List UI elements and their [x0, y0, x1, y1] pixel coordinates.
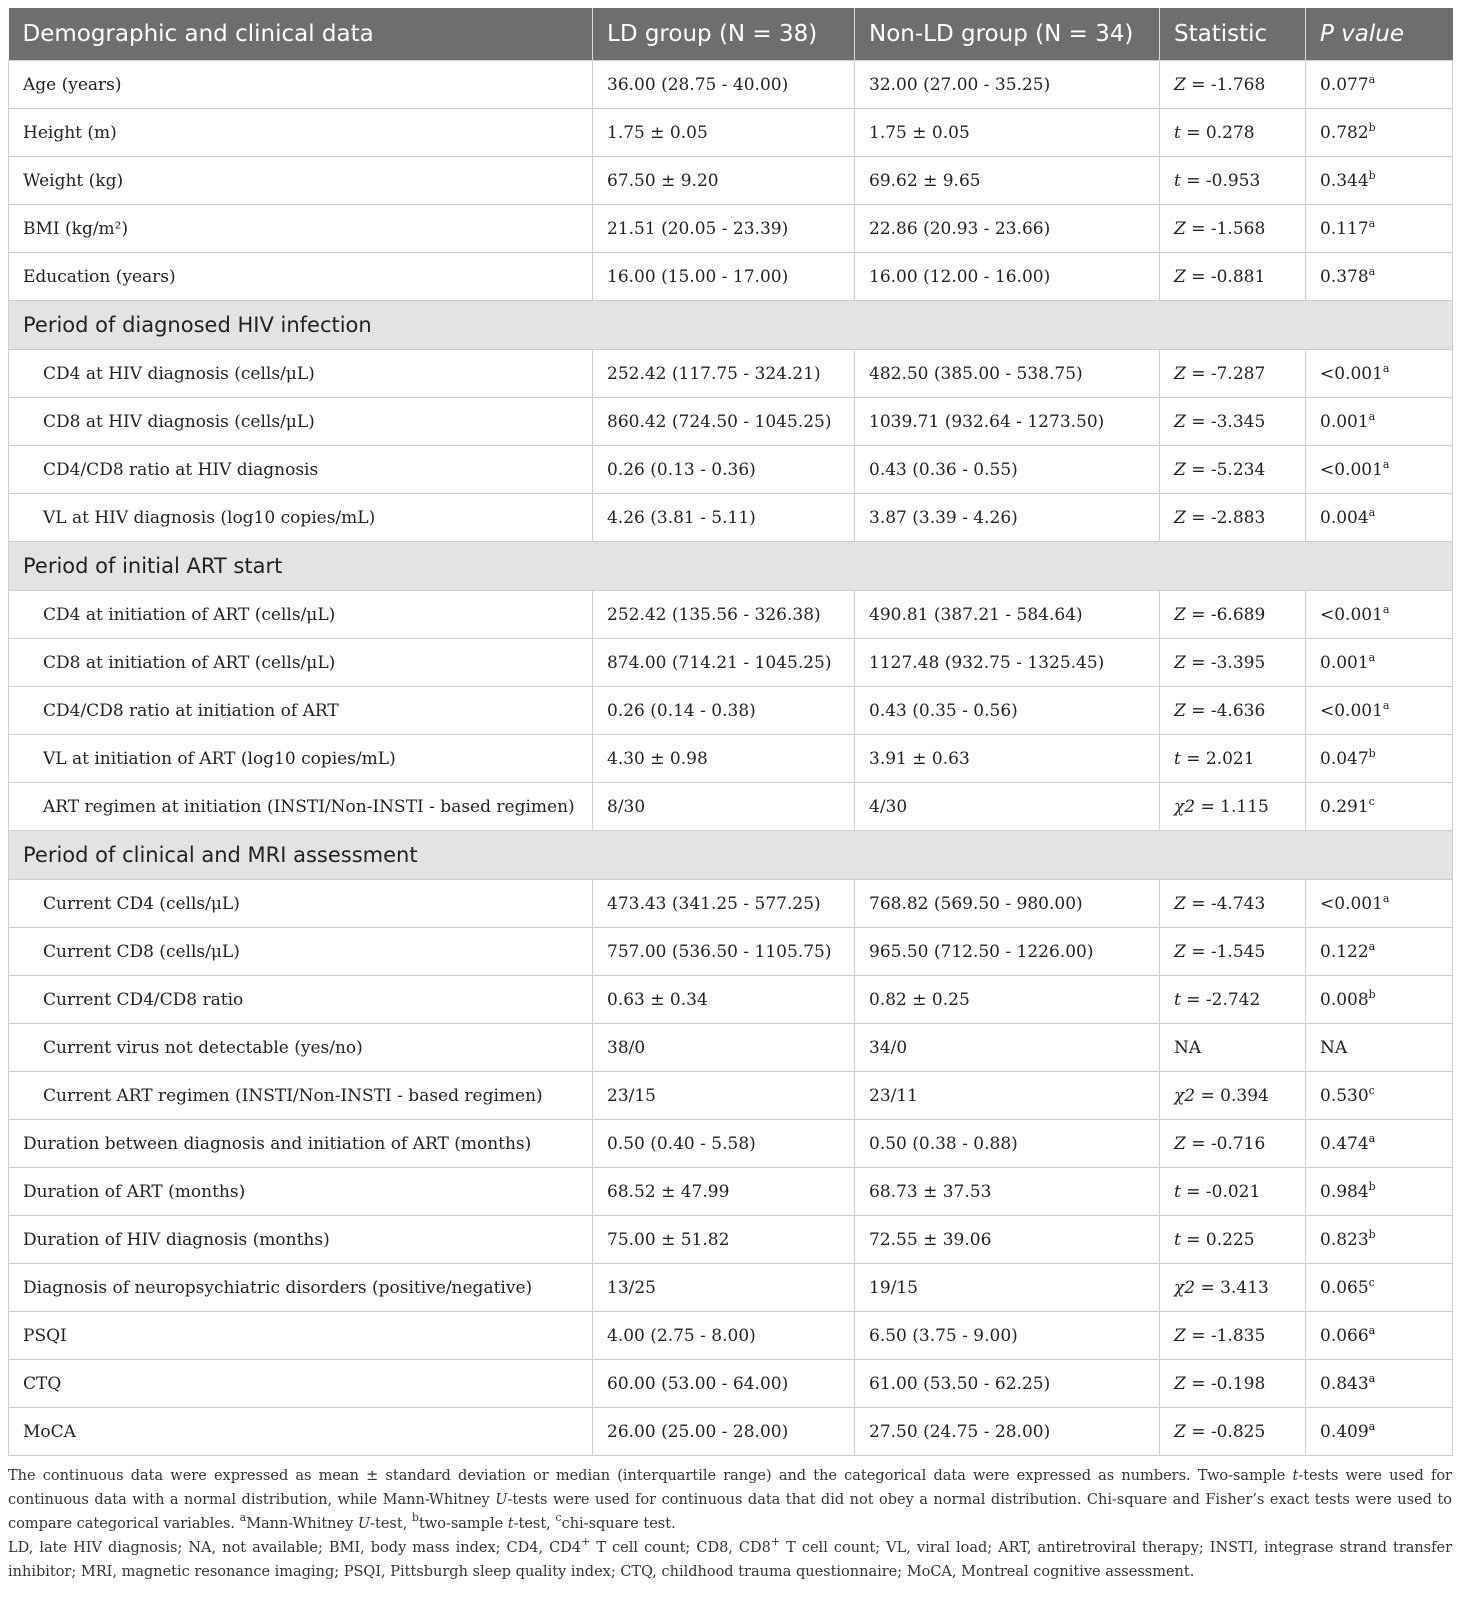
table-body [9, 61, 1453, 1456]
p-value-number: 0.823 [1320, 1229, 1369, 1250]
p-value [1306, 398, 1453, 446]
statistic-value [1160, 687, 1306, 735]
table-row [9, 639, 1453, 687]
section-header-row [9, 831, 1453, 880]
row-label: Current CD8 (cells/μL) [9, 928, 593, 976]
non-ld-group-value: 4/30 [855, 783, 1160, 831]
footnote-methods: The continuous data were expressed as mean ± standard deviation or median (interquartile range) and the categorical data were expressed as numbers. Two-sample t-tests were used for continuous data with a normal distribution, while Mann-Whitney U-tests were used for continuous data that did not obey a normal distribution. Chi-square and Fisher’s exact tests were used to compare categorical variables. $^a$Mann-Whitney U-test, $^b$two-sample t-test, $^c$chi-square test. [8, 1468, 1452, 1532]
p-value-number: 0.117 [1320, 218, 1369, 239]
statistic-value [1160, 61, 1306, 109]
statistic-symbol: Z [1174, 941, 1186, 962]
p-value [1306, 880, 1453, 928]
row-label: Current CD4/CD8 ratio [9, 976, 593, 1024]
statistic-symbol: Z [1174, 1373, 1186, 1394]
statistic-number: = -2.883 [1185, 507, 1266, 528]
table-row [9, 398, 1453, 446]
ld-group-value: 36.00 (28.75 - 40.00) [593, 61, 855, 109]
p-value-number: 0.409 [1320, 1421, 1369, 1442]
p-value-number: <0.001 [1320, 893, 1383, 914]
statistic-number: = -0.881 [1185, 266, 1266, 287]
p-value-number: 0.474 [1320, 1133, 1369, 1154]
p-value [1306, 1360, 1453, 1408]
statistic-number: = -1.768 [1185, 74, 1266, 95]
statistic-number: = -0.021 [1180, 1181, 1261, 1202]
ld-group-value: 67.50 ± 9.20 [593, 157, 855, 205]
statistic-value [1160, 1072, 1306, 1120]
p-value-number: 0.047 [1320, 748, 1369, 769]
p-value-test-marker: b [1368, 987, 1376, 1001]
data-table [8, 8, 1453, 1456]
statistic-number: = -1.568 [1185, 218, 1266, 239]
p-value [1306, 1312, 1453, 1360]
statistic-number: = -1.545 [1185, 941, 1266, 962]
statistic-number: = 1.115 [1195, 796, 1269, 817]
p-value-number: 0.378 [1320, 266, 1369, 287]
p-value [1306, 928, 1453, 976]
table-container [8, 8, 1452, 1584]
p-value-test-marker: a [1368, 216, 1376, 230]
statistic-number: NA [1174, 1037, 1202, 1058]
ld-group-value: 68.52 ± 47.99 [593, 1168, 855, 1216]
table-row [9, 494, 1453, 542]
row-label: VL at HIV diagnosis (log10 copies/mL) [9, 494, 593, 542]
p-value-number: 0.066 [1320, 1325, 1369, 1346]
non-ld-group-value: 1127.48 (932.75 - 1325.45) [855, 639, 1160, 687]
statistic-symbol: Z [1174, 652, 1186, 673]
non-ld-group-value: 482.50 (385.00 - 538.75) [855, 350, 1160, 398]
p-value [1306, 783, 1453, 831]
statistic-number: = 0.394 [1195, 1085, 1269, 1106]
statistic-symbol: t [1174, 170, 1181, 191]
p-value-test-marker: b [1368, 1227, 1376, 1241]
ld-group-value: 13/25 [593, 1264, 855, 1312]
p-value-number: 0.001 [1320, 652, 1369, 673]
p-value [1306, 494, 1453, 542]
table-row [9, 783, 1453, 831]
table-row [9, 591, 1453, 639]
section-header-row [9, 301, 1453, 350]
ld-group-value: 874.00 (714.21 - 1045.25) [593, 639, 855, 687]
statistic-number: = -0.716 [1185, 1133, 1266, 1154]
non-ld-group-value: 3.91 ± 0.63 [855, 735, 1160, 783]
ld-group-value: 0.63 ± 0.34 [593, 976, 855, 1024]
row-label: CD4/CD8 ratio at HIV diagnosis [9, 446, 593, 494]
p-value-number: <0.001 [1320, 459, 1383, 480]
p-value-number: <0.001 [1320, 700, 1383, 721]
row-label: PSQI [9, 1312, 593, 1360]
statistic-symbol: Z [1174, 266, 1186, 287]
statistic-value [1160, 109, 1306, 157]
p-value-number: 0.001 [1320, 411, 1369, 432]
statistic-number: = 0.225 [1180, 1229, 1255, 1250]
non-ld-group-value: 0.43 (0.35 - 0.56) [855, 687, 1160, 735]
p-value [1306, 639, 1453, 687]
ld-group-value: 60.00 (53.00 - 64.00) [593, 1360, 855, 1408]
p-value [1306, 1216, 1453, 1264]
statistic-symbol: Z [1174, 459, 1186, 480]
non-ld-group-value: 69.62 ± 9.65 [855, 157, 1160, 205]
statistic-number: = 3.413 [1195, 1277, 1269, 1298]
non-ld-group-value: 6.50 (3.75 - 9.00) [855, 1312, 1160, 1360]
ld-group-value: 4.30 ± 0.98 [593, 735, 855, 783]
section-title: Period of diagnosed HIV infection [9, 301, 1453, 350]
statistic-value [1160, 446, 1306, 494]
p-value [1306, 205, 1453, 253]
row-label: CD4/CD8 ratio at initiation of ART [9, 687, 593, 735]
non-ld-group-value: 768.82 (569.50 - 980.00) [855, 880, 1160, 928]
statistic-symbol: t [1174, 989, 1181, 1010]
header-row [9, 8, 1453, 61]
section-title: Period of initial ART start [9, 542, 1453, 591]
statistic-symbol: Z [1174, 363, 1186, 384]
statistic-symbol: Z [1174, 893, 1186, 914]
footnote-abbreviations: LD, late HIV diagnosis; NA, not available; BMI, body mass index; CD4, CD4+ T cell count; CD8, CD8+ T cell count; VL, viral load; ART, antiretroviral therapy; INSTI, integrase strand transfer inhibitor; MRI, magnetic resonance imaging; PSQI, Pittsburgh sleep quality index; CTQ, childhood trauma questionnaire; MoCA, Montreal cognitive assessment. [8, 1535, 1453, 1580]
statistic-number: = -0.825 [1185, 1421, 1266, 1442]
statistic-symbol: Z [1174, 1133, 1186, 1154]
section-title: Period of clinical and MRI assessment [9, 831, 1453, 880]
table-row [9, 157, 1453, 205]
table-row [9, 205, 1453, 253]
statistic-value [1160, 880, 1306, 928]
p-value [1306, 735, 1453, 783]
table-footnotes [8, 1464, 1452, 1584]
ld-group-value: 0.26 (0.14 - 0.38) [593, 687, 855, 735]
p-value [1306, 446, 1453, 494]
section-header-row [9, 542, 1453, 591]
p-value-test-marker: c [1368, 794, 1375, 808]
p-value-number: 0.984 [1320, 1181, 1369, 1202]
row-label: Diagnosis of neuropsychiatric disorders (positive/negative) [9, 1264, 593, 1312]
p-value-test-marker: c [1368, 1083, 1375, 1097]
p-value-test-marker: b [1368, 746, 1376, 760]
statistic-value [1160, 735, 1306, 783]
ld-group-value: 4.26 (3.81 - 5.11) [593, 494, 855, 542]
row-label: Current CD4 (cells/μL) [9, 880, 593, 928]
p-value-test-marker: b [1368, 120, 1376, 134]
statistic-value [1160, 398, 1306, 446]
statistic-number: = -3.395 [1185, 652, 1266, 673]
statistic-value [1160, 1360, 1306, 1408]
statistic-value [1160, 157, 1306, 205]
statistic-number: = -2.742 [1180, 989, 1261, 1010]
statistic-symbol: Z [1174, 411, 1186, 432]
non-ld-group-value: 490.81 (387.21 - 584.64) [855, 591, 1160, 639]
row-label: CD8 at initiation of ART (cells/μL) [9, 639, 593, 687]
p-value-number: 0.065 [1320, 1277, 1369, 1298]
ld-group-value: 860.42 (724.50 - 1045.25) [593, 398, 855, 446]
statistic-number: = -1.835 [1185, 1325, 1266, 1346]
p-value [1306, 253, 1453, 301]
p-value-test-marker: a [1368, 1131, 1376, 1145]
statistic-value [1160, 1120, 1306, 1168]
statistic-number: = -4.743 [1185, 893, 1266, 914]
statistic-symbol: Z [1174, 700, 1186, 721]
table-row [9, 1312, 1453, 1360]
ld-group-value: 26.00 (25.00 - 28.00) [593, 1408, 855, 1456]
statistic-symbol: Z [1174, 507, 1186, 528]
statistic-symbol: Z [1174, 1421, 1186, 1442]
ld-group-value: 757.00 (536.50 - 1105.75) [593, 928, 855, 976]
table-row [9, 446, 1453, 494]
p-value-test-marker: b [1368, 1179, 1376, 1193]
statistic-number: = -5.234 [1185, 459, 1266, 480]
ld-group-value: 38/0 [593, 1024, 855, 1072]
p-value-test-marker: a [1368, 264, 1376, 278]
header-col-label: Demographic and clinical data [9, 8, 593, 61]
p-value-test-marker: a [1368, 650, 1376, 664]
statistic-number: = -0.198 [1185, 1373, 1266, 1394]
table-row [9, 687, 1453, 735]
row-label: CD4 at HIV diagnosis (cells/μL) [9, 350, 593, 398]
table-row [9, 735, 1453, 783]
statistic-symbol: Z [1174, 1325, 1186, 1346]
row-label: Weight (kg) [9, 157, 593, 205]
p-value [1306, 157, 1453, 205]
table-row [9, 109, 1453, 157]
table-row [9, 880, 1453, 928]
p-value-test-marker: c [1368, 1275, 1375, 1289]
statistic-symbol: t [1174, 122, 1181, 143]
ld-group-value: 75.00 ± 51.82 [593, 1216, 855, 1264]
p-value-test-marker: a [1368, 505, 1376, 519]
row-label: CD4 at initiation of ART (cells/μL) [9, 591, 593, 639]
table-row [9, 928, 1453, 976]
statistic-symbol: Z [1174, 604, 1186, 625]
row-label: Duration of ART (months) [9, 1168, 593, 1216]
table-row [9, 1168, 1453, 1216]
p-value-test-marker: a [1382, 891, 1390, 905]
ld-group-value: 252.42 (135.56 - 326.38) [593, 591, 855, 639]
p-value-test-marker: a [1368, 409, 1376, 423]
p-value-number: 0.291 [1320, 796, 1369, 817]
non-ld-group-value: 1.75 ± 0.05 [855, 109, 1160, 157]
table-row [9, 350, 1453, 398]
statistic-value [1160, 1312, 1306, 1360]
statistic-value [1160, 253, 1306, 301]
p-value-number: 0.344 [1320, 170, 1369, 191]
header-p-value-text: P value [1320, 21, 1405, 47]
table-header [9, 8, 1453, 61]
table-row [9, 1024, 1453, 1072]
non-ld-group-value: 16.00 (12.00 - 16.00) [855, 253, 1160, 301]
p-value-test-marker: a [1382, 602, 1390, 616]
header-col-ld: LD group (N = 38) [593, 8, 855, 61]
row-label: Duration of HIV diagnosis (months) [9, 1216, 593, 1264]
p-value [1306, 687, 1453, 735]
table-row [9, 61, 1453, 109]
statistic-symbol: χ2 [1174, 796, 1196, 817]
statistic-value [1160, 350, 1306, 398]
p-value-test-marker: a [1368, 1323, 1376, 1337]
non-ld-group-value: 34/0 [855, 1024, 1160, 1072]
p-value [1306, 976, 1453, 1024]
statistic-symbol: t [1174, 748, 1181, 769]
statistic-number: = -6.689 [1185, 604, 1266, 625]
p-value [1306, 109, 1453, 157]
p-value-test-marker: a [1382, 361, 1390, 375]
row-label: MoCA [9, 1408, 593, 1456]
p-value-test-marker: a [1368, 939, 1376, 953]
ld-group-value: 473.43 (341.25 - 577.25) [593, 880, 855, 928]
p-value-test-marker: a [1382, 457, 1390, 471]
ld-group-value: 0.50 (0.40 - 5.58) [593, 1120, 855, 1168]
statistic-symbol: t [1174, 1229, 1181, 1250]
p-value-number: 0.843 [1320, 1373, 1369, 1394]
row-label: ART regimen at initiation (INSTI/Non-INSTI - based regimen) [9, 783, 593, 831]
table-row [9, 976, 1453, 1024]
non-ld-group-value: 3.87 (3.39 - 4.26) [855, 494, 1160, 542]
statistic-number: = 2.021 [1180, 748, 1255, 769]
p-value-number: 0.782 [1320, 122, 1369, 143]
table-row [9, 253, 1453, 301]
p-value [1306, 1072, 1453, 1120]
row-label: Age (years) [9, 61, 593, 109]
ld-group-value: 8/30 [593, 783, 855, 831]
non-ld-group-value: 23/11 [855, 1072, 1160, 1120]
non-ld-group-value: 1039.71 (932.64 - 1273.50) [855, 398, 1160, 446]
ld-group-value: 4.00 (2.75 - 8.00) [593, 1312, 855, 1360]
header-col-nonld: Non-LD group (N = 34) [855, 8, 1160, 61]
non-ld-group-value: 0.43 (0.36 - 0.55) [855, 446, 1160, 494]
row-label: Height (m) [9, 109, 593, 157]
row-label: Education (years) [9, 253, 593, 301]
p-value-number: 0.077 [1320, 74, 1369, 95]
statistic-number: = -7.287 [1185, 363, 1266, 384]
header-col-statistic: Statistic [1160, 8, 1306, 61]
non-ld-group-value: 0.50 (0.38 - 0.88) [855, 1120, 1160, 1168]
p-value [1306, 350, 1453, 398]
p-value [1306, 61, 1453, 109]
table-row [9, 1216, 1453, 1264]
row-label: Current virus not detectable (yes/no) [9, 1024, 593, 1072]
row-label: Current ART regimen (INSTI/Non-INSTI - based regimen) [9, 1072, 593, 1120]
statistic-number: = -3.345 [1185, 411, 1266, 432]
non-ld-group-value: 0.82 ± 0.25 [855, 976, 1160, 1024]
statistic-value [1160, 1024, 1306, 1072]
p-value [1306, 1168, 1453, 1216]
p-value-number: NA [1320, 1037, 1348, 1058]
p-value [1306, 1120, 1453, 1168]
p-value-number: <0.001 [1320, 604, 1383, 625]
statistic-value [1160, 976, 1306, 1024]
statistic-symbol: χ2 [1174, 1277, 1196, 1298]
p-value-number: 0.004 [1320, 507, 1369, 528]
ld-group-value: 16.00 (15.00 - 17.00) [593, 253, 855, 301]
p-value [1306, 1024, 1453, 1072]
row-label: CD8 at HIV diagnosis (cells/μL) [9, 398, 593, 446]
table-row [9, 1408, 1453, 1456]
statistic-symbol: χ2 [1174, 1085, 1196, 1106]
ld-group-value: 21.51 (20.05 - 23.39) [593, 205, 855, 253]
statistic-value [1160, 928, 1306, 976]
statistic-value [1160, 1408, 1306, 1456]
statistic-value [1160, 639, 1306, 687]
p-value-test-marker: a [1382, 698, 1390, 712]
table-row [9, 1360, 1453, 1408]
non-ld-group-value: 19/15 [855, 1264, 1160, 1312]
p-value-number: 0.122 [1320, 941, 1369, 962]
p-value-test-marker: a [1368, 72, 1376, 86]
non-ld-group-value: 32.00 (27.00 - 35.25) [855, 61, 1160, 109]
header-col-p-value [1306, 8, 1453, 61]
statistic-symbol: Z [1174, 218, 1186, 239]
p-value [1306, 1408, 1453, 1456]
statistic-symbol: t [1174, 1181, 1181, 1202]
statistic-symbol: Z [1174, 74, 1186, 95]
p-value-test-marker: a [1368, 1419, 1376, 1433]
p-value-number: 0.008 [1320, 989, 1369, 1010]
ld-group-value: 252.42 (117.75 - 324.21) [593, 350, 855, 398]
p-value [1306, 591, 1453, 639]
row-label: BMI (kg/m²) [9, 205, 593, 253]
p-value [1306, 1264, 1453, 1312]
ld-group-value: 0.26 (0.13 - 0.36) [593, 446, 855, 494]
p-value-number: 0.530 [1320, 1085, 1369, 1106]
non-ld-group-value: 68.73 ± 37.53 [855, 1168, 1160, 1216]
row-label: Duration between diagnosis and initiation of ART (months) [9, 1120, 593, 1168]
p-value-test-marker: b [1368, 168, 1376, 182]
row-label: CTQ [9, 1360, 593, 1408]
table-row [9, 1264, 1453, 1312]
non-ld-group-value: 965.50 (712.50 - 1226.00) [855, 928, 1160, 976]
statistic-value [1160, 1216, 1306, 1264]
statistic-value [1160, 494, 1306, 542]
statistic-value [1160, 591, 1306, 639]
non-ld-group-value: 72.55 ± 39.06 [855, 1216, 1160, 1264]
statistic-number: = 0.278 [1180, 122, 1255, 143]
non-ld-group-value: 61.00 (53.50 - 62.25) [855, 1360, 1160, 1408]
table-row [9, 1072, 1453, 1120]
ld-group-value: 1.75 ± 0.05 [593, 109, 855, 157]
statistic-number: = -4.636 [1185, 700, 1266, 721]
non-ld-group-value: 27.50 (24.75 - 28.00) [855, 1408, 1160, 1456]
statistic-value [1160, 1264, 1306, 1312]
table-row [9, 1120, 1453, 1168]
row-label: VL at initiation of ART (log10 copies/mL) [9, 735, 593, 783]
statistic-value [1160, 783, 1306, 831]
p-value-test-marker: a [1368, 1371, 1376, 1385]
statistic-value [1160, 1168, 1306, 1216]
ld-group-value: 23/15 [593, 1072, 855, 1120]
non-ld-group-value: 22.86 (20.93 - 23.66) [855, 205, 1160, 253]
statistic-number: = -0.953 [1180, 170, 1261, 191]
p-value-number: <0.001 [1320, 363, 1383, 384]
statistic-value [1160, 205, 1306, 253]
